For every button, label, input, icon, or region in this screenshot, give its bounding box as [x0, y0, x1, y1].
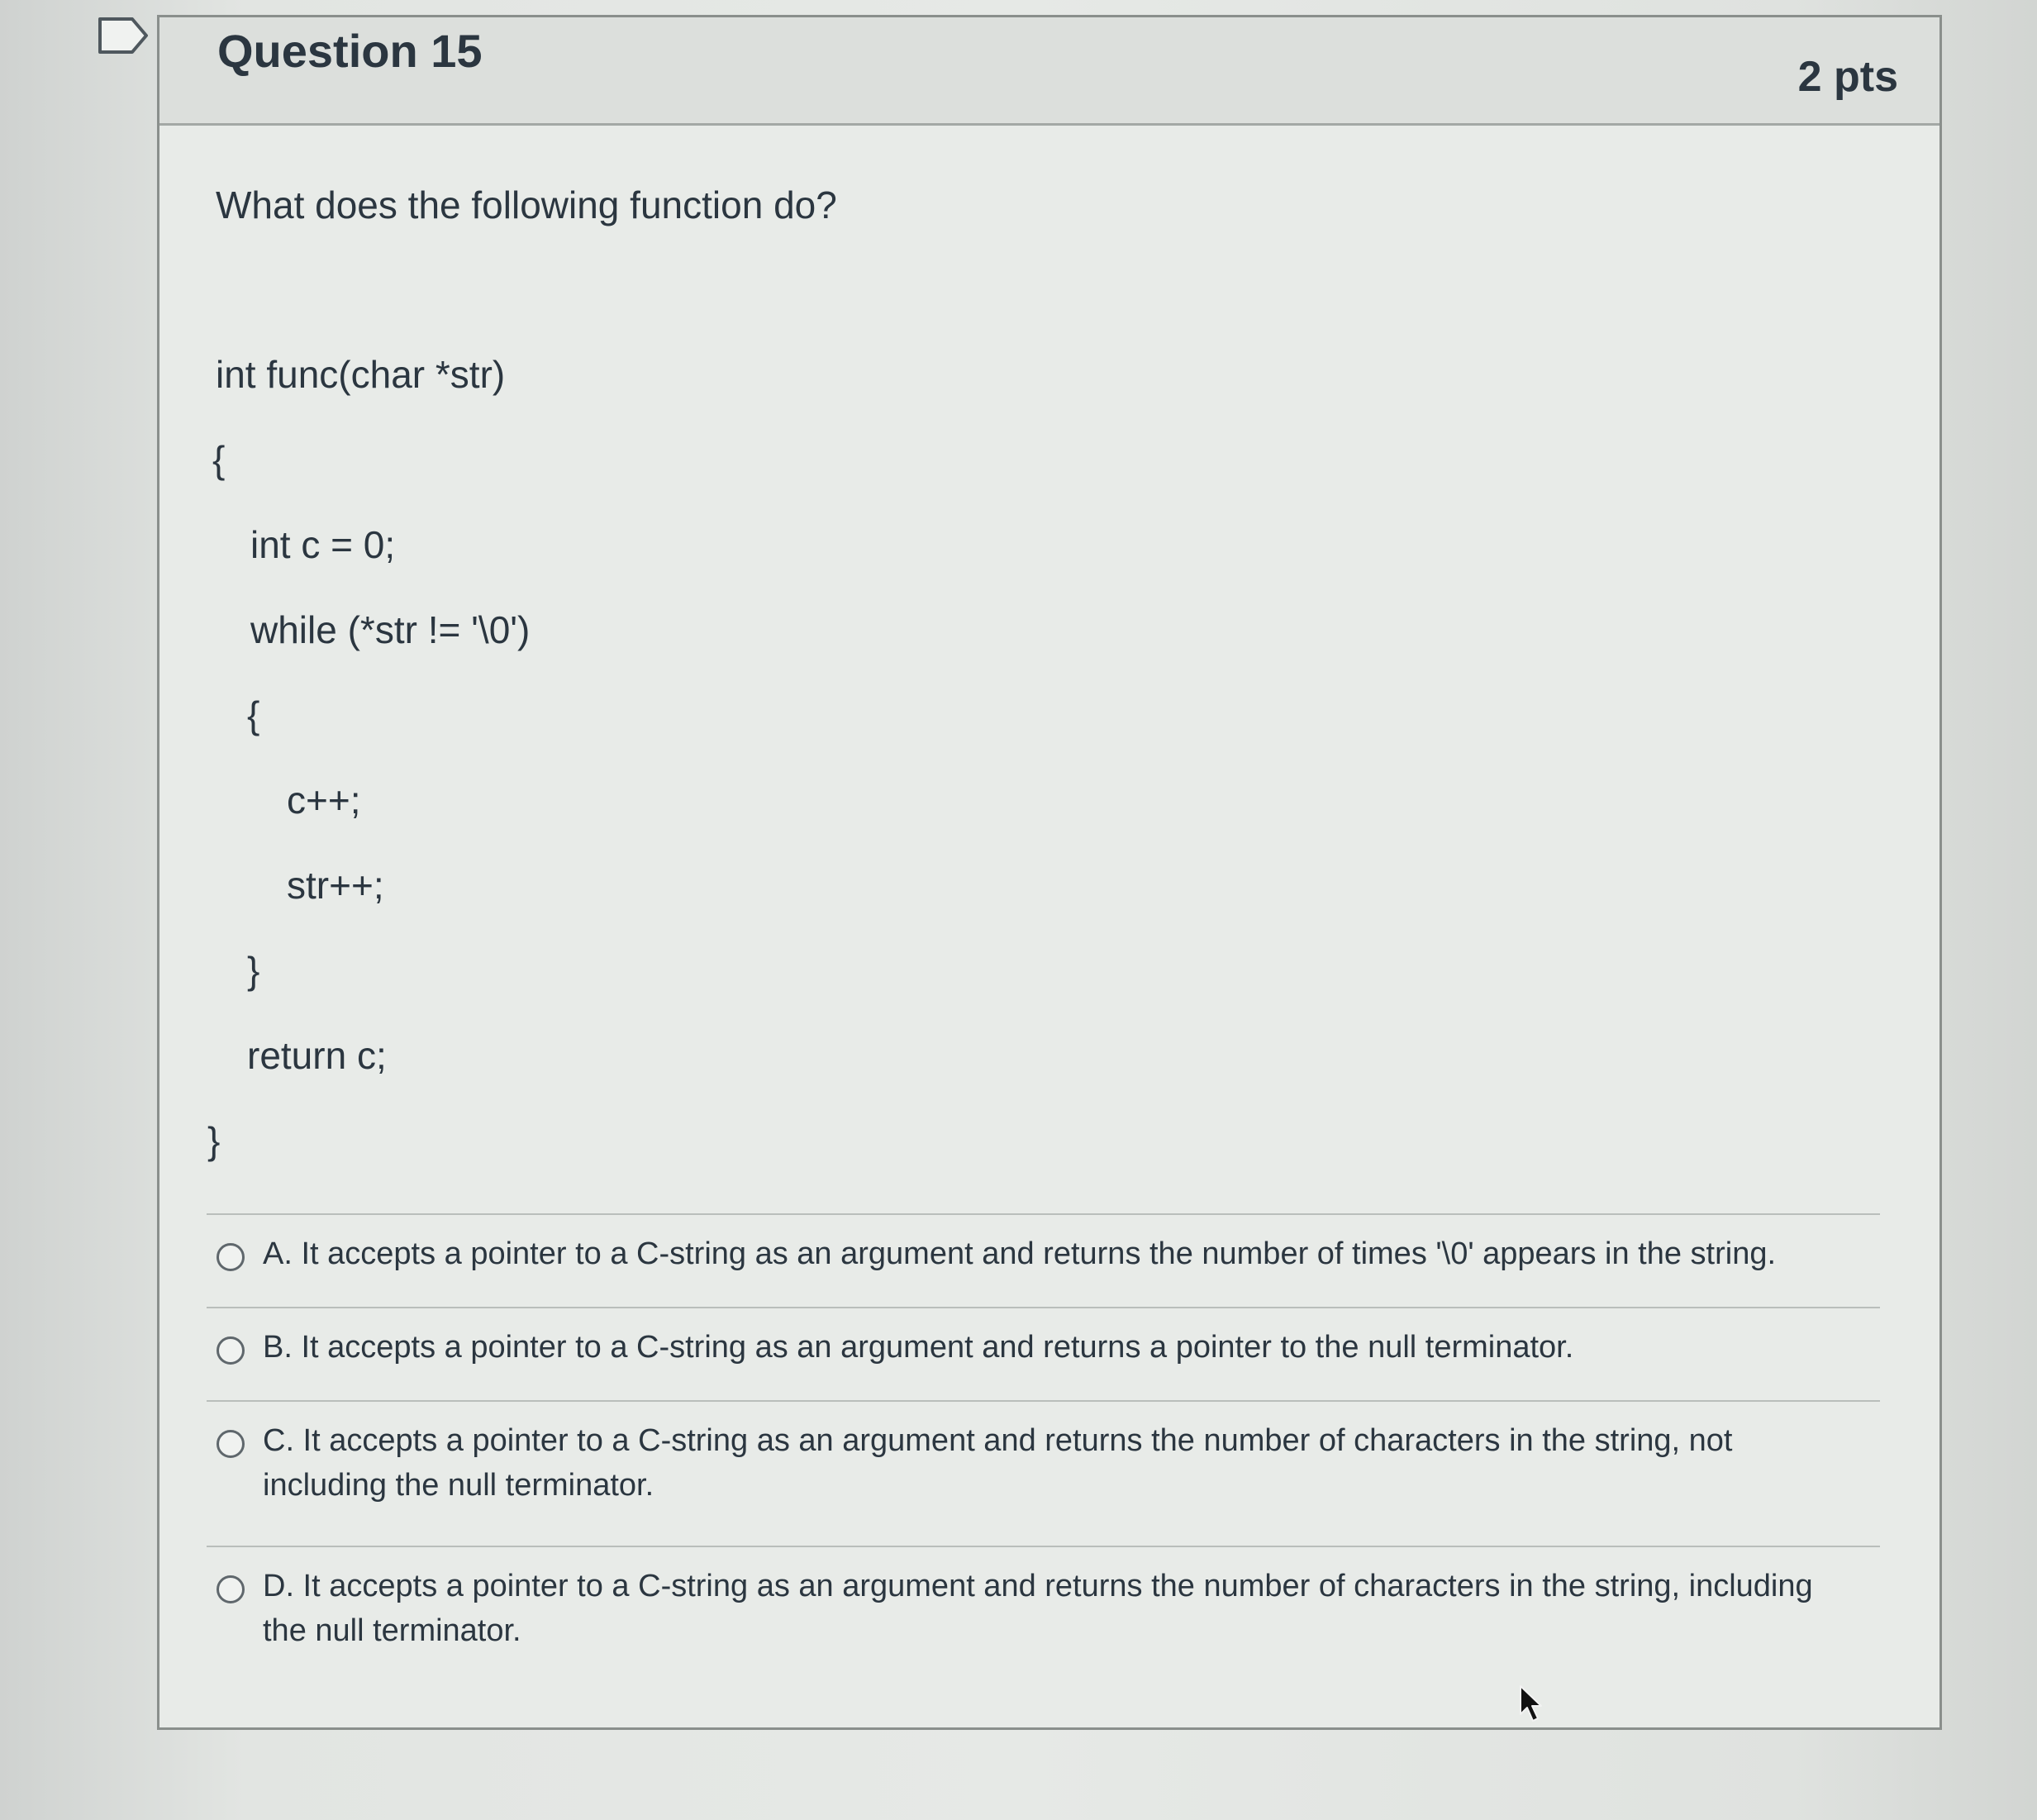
code-line: while (*str != '\0') — [250, 608, 531, 651]
question-prompt: What does the following function do? — [216, 183, 837, 226]
code-line: { — [212, 438, 226, 481]
answer-option-label[interactable]: C. It accepts a pointer to a C-string as an argument and returns the number of characters in the string, not including the null terminator. — [263, 1423, 1733, 1503]
question-header — [159, 17, 1939, 126]
answer-option-a[interactable] — [207, 1213, 1880, 1307]
answer-option-label[interactable]: B. It accepts a pointer to a C-string as an argument and returns a pointer to the null terminator. — [263, 1330, 1574, 1365]
answer-option-b[interactable] — [207, 1307, 1880, 1400]
answer-option-label[interactable]: D. It accepts a pointer to a C-string as an argument and returns the number of characters in the string, including the null terminator. — [263, 1569, 1813, 1648]
radio-button-icon[interactable] — [217, 1336, 245, 1365]
answer-option-c[interactable] — [207, 1400, 1880, 1546]
code-line: c++; — [287, 779, 361, 822]
answer-option-label[interactable]: A. It accepts a pointer to a C-string as an argument and returns the number of times '\0' appears in the string. — [263, 1236, 1777, 1271]
code-line: int c = 0; — [250, 523, 396, 566]
question-title: Question 15 — [217, 25, 483, 77]
mouse-pointer-icon — [1519, 1684, 1544, 1724]
code-line: } — [207, 1119, 221, 1162]
question-points: 2 pts — [1797, 53, 1898, 101]
question-body — [207, 183, 1906, 1162]
code-line: return c; — [247, 1034, 387, 1077]
code-line: int func(char *str) — [216, 353, 506, 396]
answer-option-d[interactable] — [207, 1546, 1880, 1686]
radio-button-icon[interactable] — [217, 1430, 245, 1458]
bookmark-flag-icon[interactable] — [98, 17, 149, 55]
code-line: } — [247, 949, 260, 992]
radio-button-icon[interactable] — [217, 1243, 245, 1271]
radio-button-icon[interactable] — [217, 1575, 245, 1603]
answer-list — [207, 1213, 1880, 1686]
code-line: str++; — [287, 864, 384, 907]
code-line: { — [247, 693, 260, 736]
